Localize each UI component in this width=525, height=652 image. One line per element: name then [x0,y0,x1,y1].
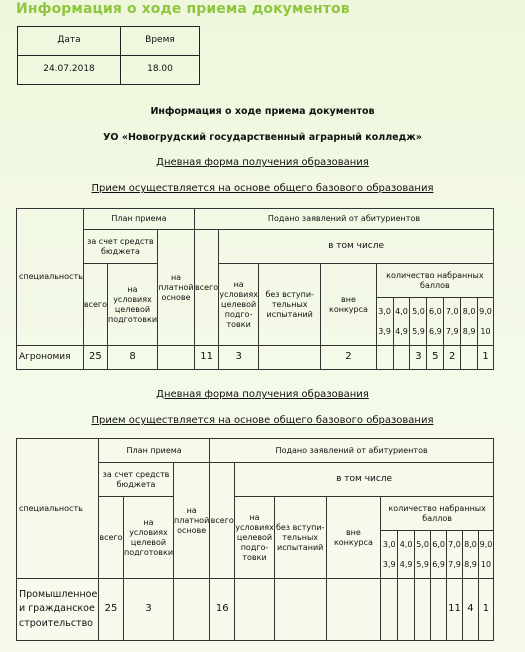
budget-header: за счет средств бюджета [98,463,173,497]
time-value: 18.00 [121,56,200,85]
paid-header: на платной основе [174,463,210,579]
no-exams-value [259,346,321,370]
plan-header: План приема [98,439,209,463]
plan-total-header: всего [83,264,107,346]
score-value: 1 [478,579,493,641]
score-value [381,579,398,641]
form-link-2[interactable]: Дневная форма получения образования [156,389,369,400]
score-value [415,579,431,641]
score-value [376,346,393,370]
form-link-1[interactable]: Дневная форма получения образования [156,157,369,168]
admission-table-1 [16,208,494,370]
plan-total-value: 25 [98,579,123,641]
score-range: 5,0 5,9 [415,531,431,579]
score-range: 5,0 5,9 [410,298,427,346]
score-range: 4,0 4,9 [393,298,410,346]
applied-total-header: всего [195,230,219,346]
date-value: 24.07.2018 [18,56,121,85]
score-range: 6,0 6,9 [427,298,444,346]
applied-total-value: 11 [195,346,219,370]
score-value: 4 [463,579,479,641]
out-comp-header: вне конкурса [321,264,376,346]
admission-table-2 [16,438,494,641]
paid-value [158,346,195,370]
score-range: 8,0 8,9 [461,298,478,346]
target-app-value: 3 [219,346,259,370]
plan-total-header: всего [98,497,123,579]
including-header: в том числе [235,463,494,497]
score-range: 9,0 10 [478,298,494,346]
target-app-header: на условиях целевой подготовки [235,497,275,579]
institution-name: УО «Новогрудский государственный аграрный колледж» [103,132,422,143]
target-app-header: на условиях целевой подготовки [219,264,259,346]
out-comp-header: вне конкурса [326,497,381,579]
specialty-name: Промышленное и гражданское строительство [17,579,99,641]
score-range: 6,0 6,9 [431,531,447,579]
score-value: 11 [447,579,463,641]
basis-link-2[interactable]: Прием осуществляется на основе общего базового образования [91,415,434,426]
no-exams-header: без вступительных испытаний [274,497,326,579]
score-value: 1 [478,346,494,370]
score-range: 4,0 4,9 [398,531,415,579]
applied-total-header: всего [210,463,235,579]
basis-link-1[interactable]: Прием осуществляется на основе общего базового образования [91,183,434,194]
score-value [461,346,478,370]
scores-header: количество набранных баллов [381,497,494,531]
plan-target-header: на условиях целевой подготовки [123,497,173,579]
paid-value [174,579,210,641]
date-header: Дата [18,27,121,56]
paid-header: на платной основе [158,230,195,346]
score-range: 9,0 10 [478,531,493,579]
score-range: 3,0 3,9 [376,298,393,346]
plan-target-value: 3 [123,579,173,641]
out-comp-value: 2 [321,346,376,370]
no-exams-value [274,579,326,641]
score-value [431,579,447,641]
out-comp-value [326,579,381,641]
score-value: 5 [427,346,444,370]
score-value: 3 [410,346,427,370]
report-heading: Информация о ходе приема документов [150,106,375,117]
plan-target-value: 8 [107,346,157,370]
table-row [17,346,494,370]
score-range: 7,0 7,9 [447,531,463,579]
applied-total-value: 16 [210,579,235,641]
table-row [17,579,494,641]
plan-target-header: на условиях целевой подготовки [107,264,157,346]
score-value [398,579,415,641]
applied-header: Подано заявлений от абитуриентов [210,439,494,463]
score-range: 8,0 8,9 [463,531,479,579]
score-range: 3,0 3,9 [381,531,398,579]
specialty-header: специальность [17,209,84,346]
applied-header: Подано заявлений от абитуриентов [195,209,494,230]
page-title: Информация о ходе приема документов [16,1,350,17]
plan-header: План приема [83,209,194,230]
score-value [393,346,410,370]
no-exams-header: без вступительных испытаний [259,264,321,346]
score-value: 2 [444,346,461,370]
including-header: в том числе [219,230,494,264]
specialty-name: Агрономия [17,346,84,370]
budget-header: за счет средств бюджета [83,230,157,264]
time-header: Время [121,27,200,56]
plan-total-value: 25 [83,346,107,370]
score-range: 7,0 7,9 [444,298,461,346]
scores-header: количество набранных баллов [376,264,493,298]
target-app-value [235,579,275,641]
datetime-table [17,26,200,85]
specialty-header: специальность [17,439,99,579]
